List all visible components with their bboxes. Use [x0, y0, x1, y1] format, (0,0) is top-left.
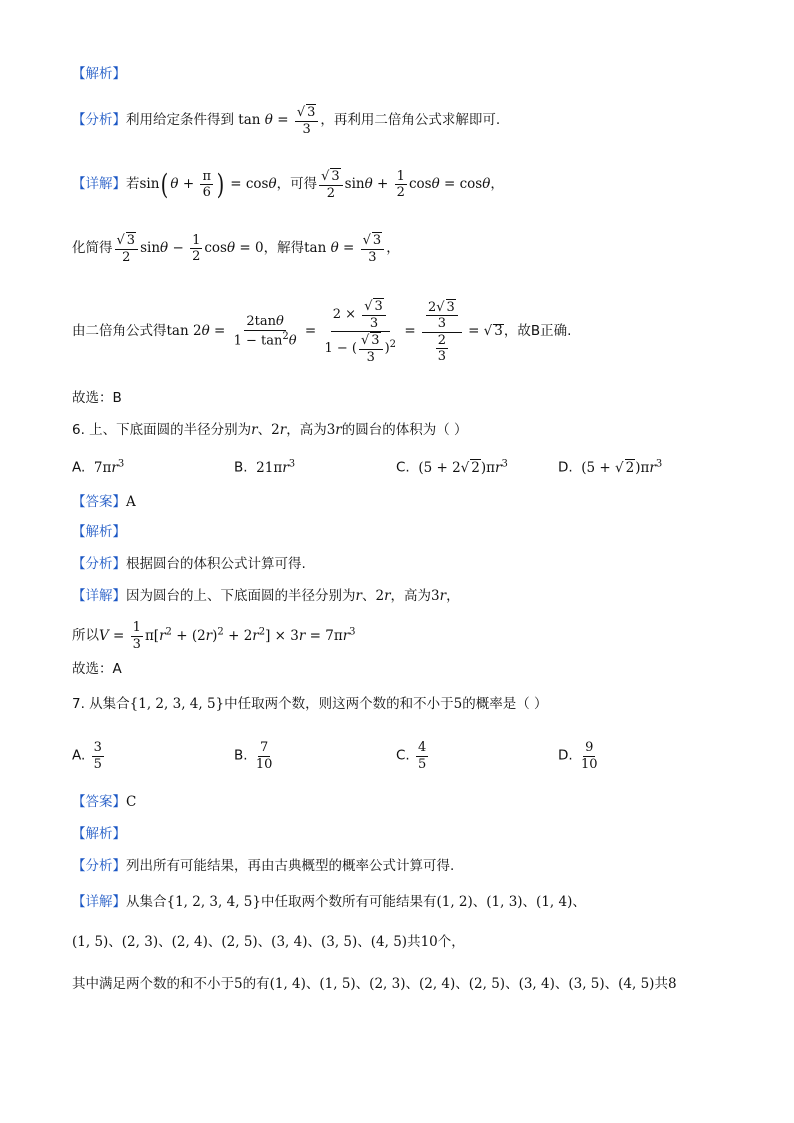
- q7-xiangjie: 【详解】从集合{1, 2, 3, 4, 5}中任取两个数所有可能结果有(1, 2)、(1, 3)、(1, 4)、: [72, 894, 586, 910]
- q6-analysis-label: 【解析】: [72, 524, 126, 540]
- q7-favorable-line: 其中满足两个数的和不小于5的有(1, 4)、(1, 5)、(2, 3)、(2, 4)、(2, 5)、(3, 4)、(3, 5)、(4, 5)共8: [72, 976, 677, 992]
- fenxi-label: 【分析】: [72, 112, 126, 129]
- q7-option-b: B. $\frac{7}{10}$: [234, 740, 273, 772]
- q6-answer: 【答案】A: [72, 494, 136, 510]
- p5-choice: 故选：B: [72, 390, 122, 406]
- q6-volume-formula: 所以V = $\frac{1}{3}$ $\pi[r^2 + (2r)^2 + 2r^2] \times 3r = 7\pi r^3$: [72, 620, 356, 652]
- tan-eq: tan θ = $\frac{√ 3}{3}$: [238, 112, 320, 128]
- p5-double-angle-line: 由二倍角公式得tan 2θ = $\frac{2\tan\theta}{1 - \tan^2\theta}$ = 2 × $\frac{√ 3}{3}$ 1 − ( $\frac{√ 3}{3}$ )$^2$ = $\frac{\frac{2√ 3}{3}}{\frac{2}{3}}$ = √ 3，故B正确.: [72, 299, 572, 365]
- q7-outcomes-line: (1, 5)、(2, 3)、(2, 4)、(2, 5)、(3, 4)、(3, 5)、(4, 5)共10个，: [72, 934, 465, 950]
- q7-option-c: C. $\frac{4}{5}$: [396, 740, 427, 772]
- q7-answer: 【答案】C: [72, 794, 137, 810]
- q6-stem: 6. 上、下底面圆的半径分别为r、2r，高为3r的圆台的体积为（ ）: [72, 422, 468, 438]
- q6-xiangjie: 【详解】因为圆台的上、下底面圆的半径分别为r、2r，高为3r，: [72, 588, 460, 604]
- q7-option-a: A. $\frac{3}{5}$: [72, 740, 102, 772]
- q7-analysis-label: 【解析】: [72, 826, 126, 842]
- q7-fenxi: 【分析】列出所有可能结果，再由古典概型的概率公式计算可得.: [72, 858, 455, 874]
- q6-option-d: D. (5 + √ $2)\pi r^3$: [558, 458, 663, 476]
- q6-choice: 故选：A: [72, 661, 122, 677]
- p5-fenxi-line: 【分析】利用给定条件得到 tan θ = $\frac{√ 3}{3}$ ，再利用二倍角公式求解即可.: [72, 105, 501, 137]
- q7-option-d: D. $\frac{9}{10}$: [558, 740, 598, 772]
- p5-simplify-line: 化简得 $\frac{√ 3}{2}$ sinθ − $\frac{1}{2}$ cosθ = 0，解得tan θ = $\frac{√ 3}{3}$ ，: [72, 232, 400, 265]
- q6-option-c: C. (5 + 2√ $2)\pi r^3$: [396, 458, 508, 476]
- analysis-label: 【解析】: [72, 66, 126, 82]
- p5-xiangjie-line: 【详解】若sin( θ + $\frac{\pi}{6}$ ) = cosθ，可得 $\frac{√ 3}{2}$ sinθ + $\frac{1}{2}$ cosθ = cosθ，: [72, 167, 504, 201]
- q6-fenxi: 【分析】根据圆台的体积公式计算可得.: [72, 556, 306, 572]
- q7-stem: 7. 从集合{1, 2, 3, 4, 5}中任取两个数，则这两个数的和不小于5的概率是（ ）: [72, 696, 548, 712]
- q6-option-b: B. $21\pi r^3$: [234, 458, 296, 476]
- q6-option-a: A. $7\pi r^3$: [72, 458, 125, 476]
